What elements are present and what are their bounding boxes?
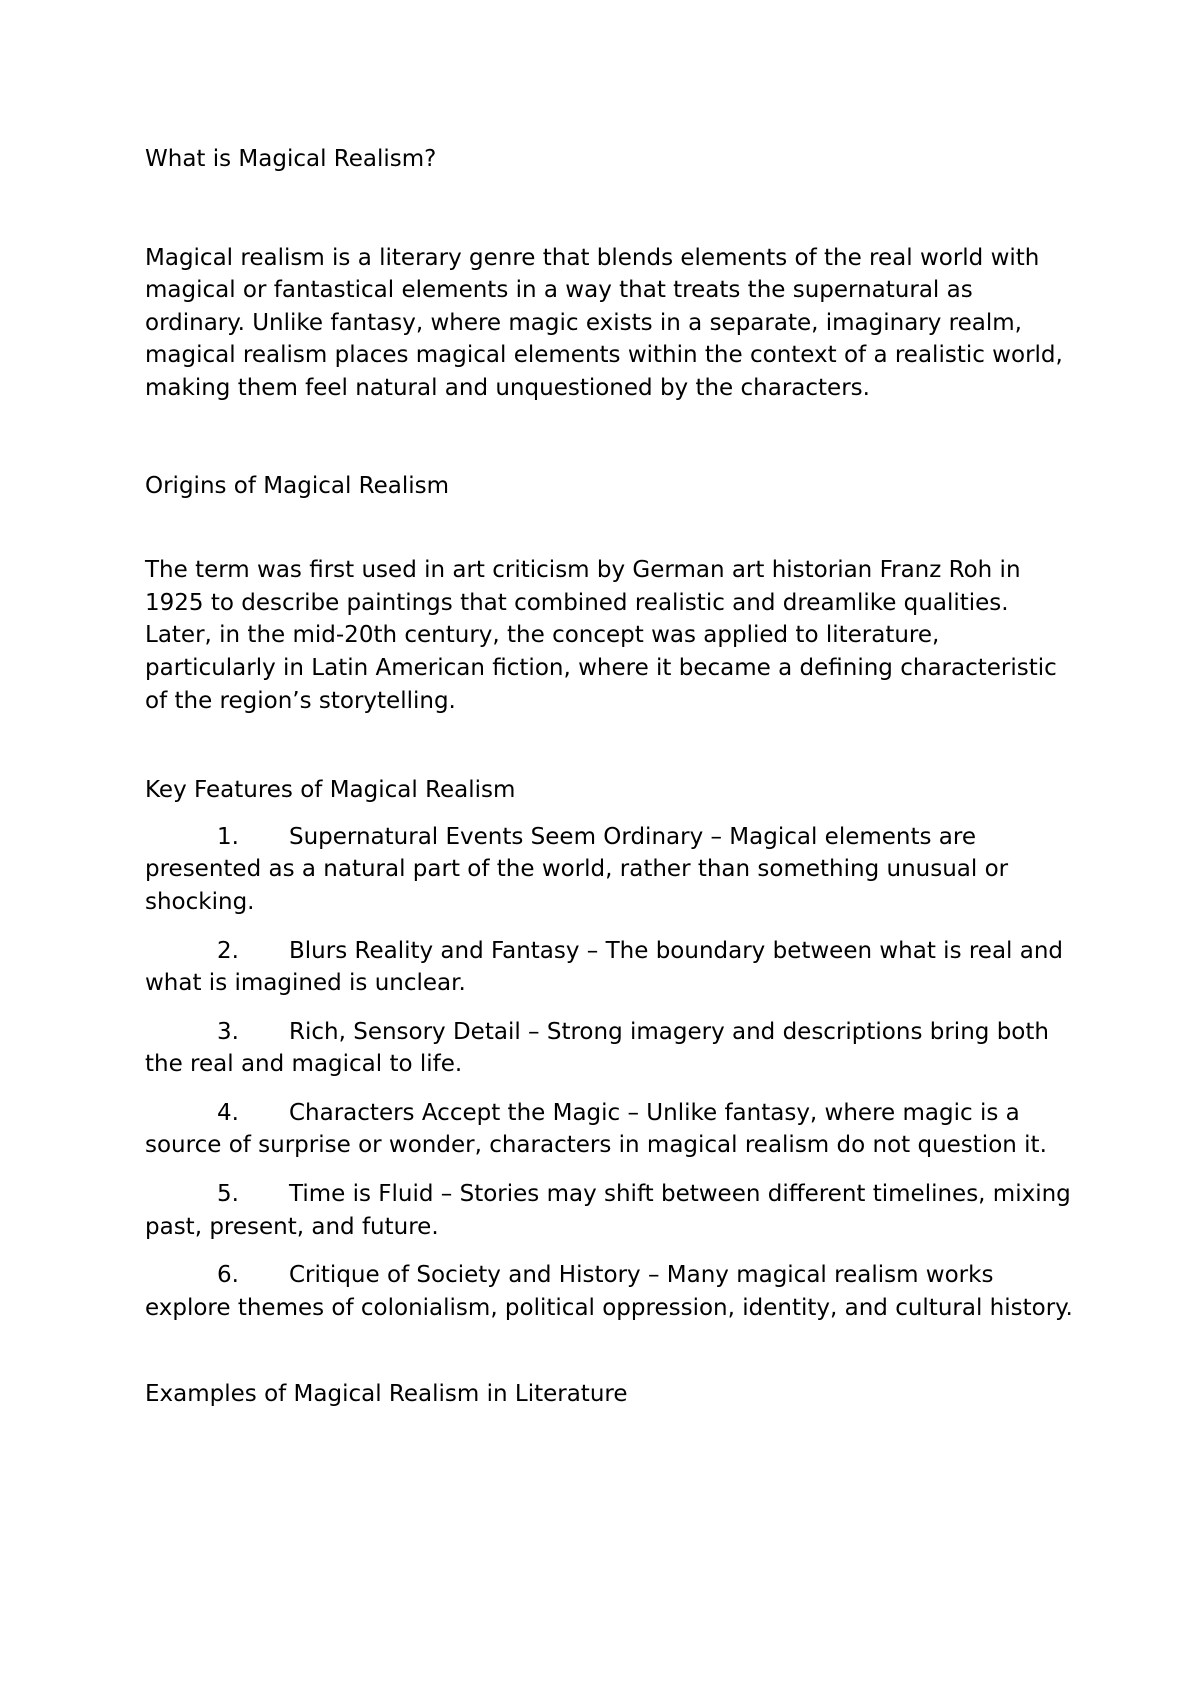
- list-item-number: 3.: [217, 1018, 239, 1045]
- list-item-text: Rich, Sensory Detail – Strong imagery and descriptions bring both the real and magical to life.: [145, 1018, 1049, 1078]
- section-paragraph-origins: The term was first used in art criticism by German art historian Franz Roh in 1925 to describe paintings that combined realistic and dreamlike qualities. Later, in the mid-20th century, the concept was applied to literature, particularly in Latin American fiction, where it became a defining characteristic of the region’s storytelling.: [145, 557, 1057, 714]
- section-paragraph-definition: Magical realism is a literary genre that blends elements of the real world with magical or fantastical elements in a way that treats the supernatural as ordinary. Unlike fantasy, where magic exists in a separate, imaginary realm, magical realism places magical elements within the context of a realistic world, making them feel natural and unquestioned by the characters.: [145, 244, 1063, 401]
- list-item-number: 6.: [217, 1262, 239, 1289]
- list-item-number: 1.: [217, 823, 239, 850]
- section-heading-key-features: Key Features of Magical Realism: [145, 777, 516, 804]
- list-item-text: Critique of Society and History – Many magical realism works explore themes of colonialism, political oppression, identity, and cultural history.: [145, 1262, 1073, 1321]
- list-item: [145, 935, 1075, 1000]
- list-item: [145, 1178, 1075, 1243]
- list-item-text: Supernatural Events Seem Ordinary – Magical elements are presented as a natural part of the world, rather than something unusual or shocking.: [145, 823, 1009, 915]
- list-item-number: 2.: [217, 937, 239, 964]
- list-item: [145, 1259, 1075, 1324]
- list-item: [145, 1016, 1075, 1081]
- list-item-number: 4.: [217, 1099, 239, 1126]
- key-features-list: [145, 821, 1075, 1325]
- list-item-text: Blurs Reality and Fantasy – The boundary between what is real and what is imagined is unclear.: [145, 937, 1064, 997]
- section-heading-origins: Origins of Magical Realism: [145, 472, 450, 499]
- section-heading-examples: Examples of Magical Realism in Literature: [145, 1381, 628, 1408]
- section-heading-what-is: What is Magical Realism?: [145, 146, 437, 172]
- list-item-number: 5.: [217, 1181, 239, 1208]
- list-item: [145, 821, 1075, 919]
- list-item-text: Time is Fluid – Stories may shift between different timelines, mixing past, present, and future.: [145, 1181, 1071, 1240]
- list-item: [145, 1097, 1075, 1162]
- document-content: [145, 143, 1075, 1411]
- list-item-text: Characters Accept the Magic – Unlike fantasy, where magic is a source of surprise or wonder, characters in magical realism do not question it.: [145, 1099, 1047, 1159]
